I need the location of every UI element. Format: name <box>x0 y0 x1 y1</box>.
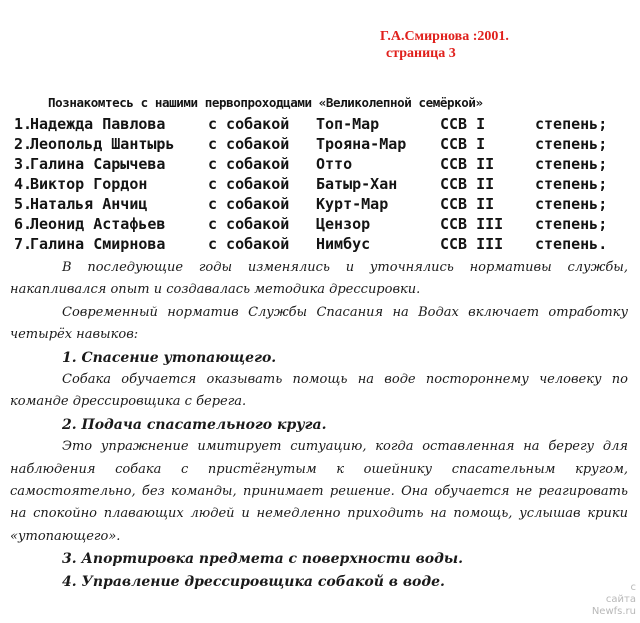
degree-text: степень; <box>535 175 608 193</box>
handler-name: Галина Смирнова <box>30 235 166 253</box>
with-dog-text: с собакой <box>208 235 290 253</box>
watermark-line: Newfs.ru <box>591 606 636 617</box>
row-number: 2. <box>14 135 33 153</box>
rescue-class: ССВ II <box>440 155 495 173</box>
skill-heading: 1. Спасение утопающего. <box>62 349 277 366</box>
site-watermark <box>592 582 636 618</box>
author-year: Г.А.Смирнова :2001. <box>380 29 509 44</box>
paragraph: Современный норматив Службы Спасания на Водах включает отработку четырёх навыков: <box>10 304 628 343</box>
handler-name: Леопольд Шантырь <box>30 135 175 153</box>
rescue-class: ССВ III <box>440 215 504 233</box>
degree-text: степень. <box>535 235 608 253</box>
intro-line: Познакомтесь с нашими первопроходцами «Великолепной семёркой» <box>48 95 483 110</box>
rescue-class: ССВ II <box>440 175 495 193</box>
page-header <box>380 28 509 62</box>
dog-name: Курт-Мар <box>316 195 389 213</box>
paragraph: В последующие годы изменялись и уточнялись нормативы службы, накапливался опыт и создавалась методика дрессировки. <box>10 260 628 298</box>
row-number: 7. <box>14 235 33 253</box>
watermark-line: сайта <box>605 594 636 605</box>
dog-name: Цензор <box>316 215 371 233</box>
with-dog-text: с собакой <box>208 135 290 153</box>
with-dog-text: с собакой <box>208 215 290 233</box>
handler-name: Леонид Астафьев <box>30 215 166 233</box>
with-dog-text: с собакой <box>208 115 290 133</box>
rescue-class: ССВ I <box>440 135 486 153</box>
paragraph: Собака обучается оказывать помощь на воде постороннему человеку по команде дрессировщика с берега. <box>10 372 628 410</box>
rescue-class: ССВ I <box>440 115 486 133</box>
row-number: 6. <box>14 215 33 233</box>
dog-name: Отто <box>316 155 353 173</box>
skill-heading: 3. Апортировка предмета с поверхности воды. <box>62 551 463 568</box>
row-number: 3. <box>14 155 33 173</box>
with-dog-text: с собакой <box>208 195 290 213</box>
handler-name: Наталья Анчиц <box>30 195 148 213</box>
rescue-class: ССВ III <box>440 235 504 253</box>
with-dog-text: с собакой <box>208 175 290 193</box>
dog-name: Нимбус <box>316 235 371 253</box>
row-number: 5. <box>14 195 33 213</box>
dog-name: Батыр-Хан <box>316 175 398 193</box>
dog-name: Трояна-Мар <box>316 135 407 153</box>
row-number: 4. <box>14 175 33 193</box>
handler-name: Виктор Гордон <box>30 175 148 193</box>
with-dog-text: с собакой <box>208 155 290 173</box>
degree-text: степень; <box>535 155 608 173</box>
paragraph: Это упражнение имитирует ситуацию, когда оставленная на берегу для наблюдения собака с пристёгнутым к ошейнику спасательным кругом, самостоятельно, без команды, принимает решение. Она обучается не реагировать на спокойно плавающих людей и немедленно приходить на помощь, услышав крики «утопающего». <box>10 439 628 544</box>
page-number: страница 3 <box>386 46 456 61</box>
row-number: 1. <box>14 115 33 133</box>
degree-text: степень; <box>535 115 608 133</box>
handler-name: Надежда Павлова <box>30 115 166 133</box>
skill-heading: 2. Подача спасательного круга. <box>62 416 327 433</box>
watermark-line: с <box>630 582 636 593</box>
body-text <box>10 257 628 593</box>
handler-name: Галина Сарычева <box>30 155 166 173</box>
rescue-class: ССВ II <box>440 195 495 213</box>
degree-text: степень; <box>535 135 608 153</box>
dog-name: Топ-Мар <box>316 115 380 133</box>
degree-text: степень; <box>535 195 608 213</box>
skill-heading: 4. Управление дрессировщика собакой в воде. <box>62 573 445 590</box>
degree-text: степень; <box>535 215 608 233</box>
